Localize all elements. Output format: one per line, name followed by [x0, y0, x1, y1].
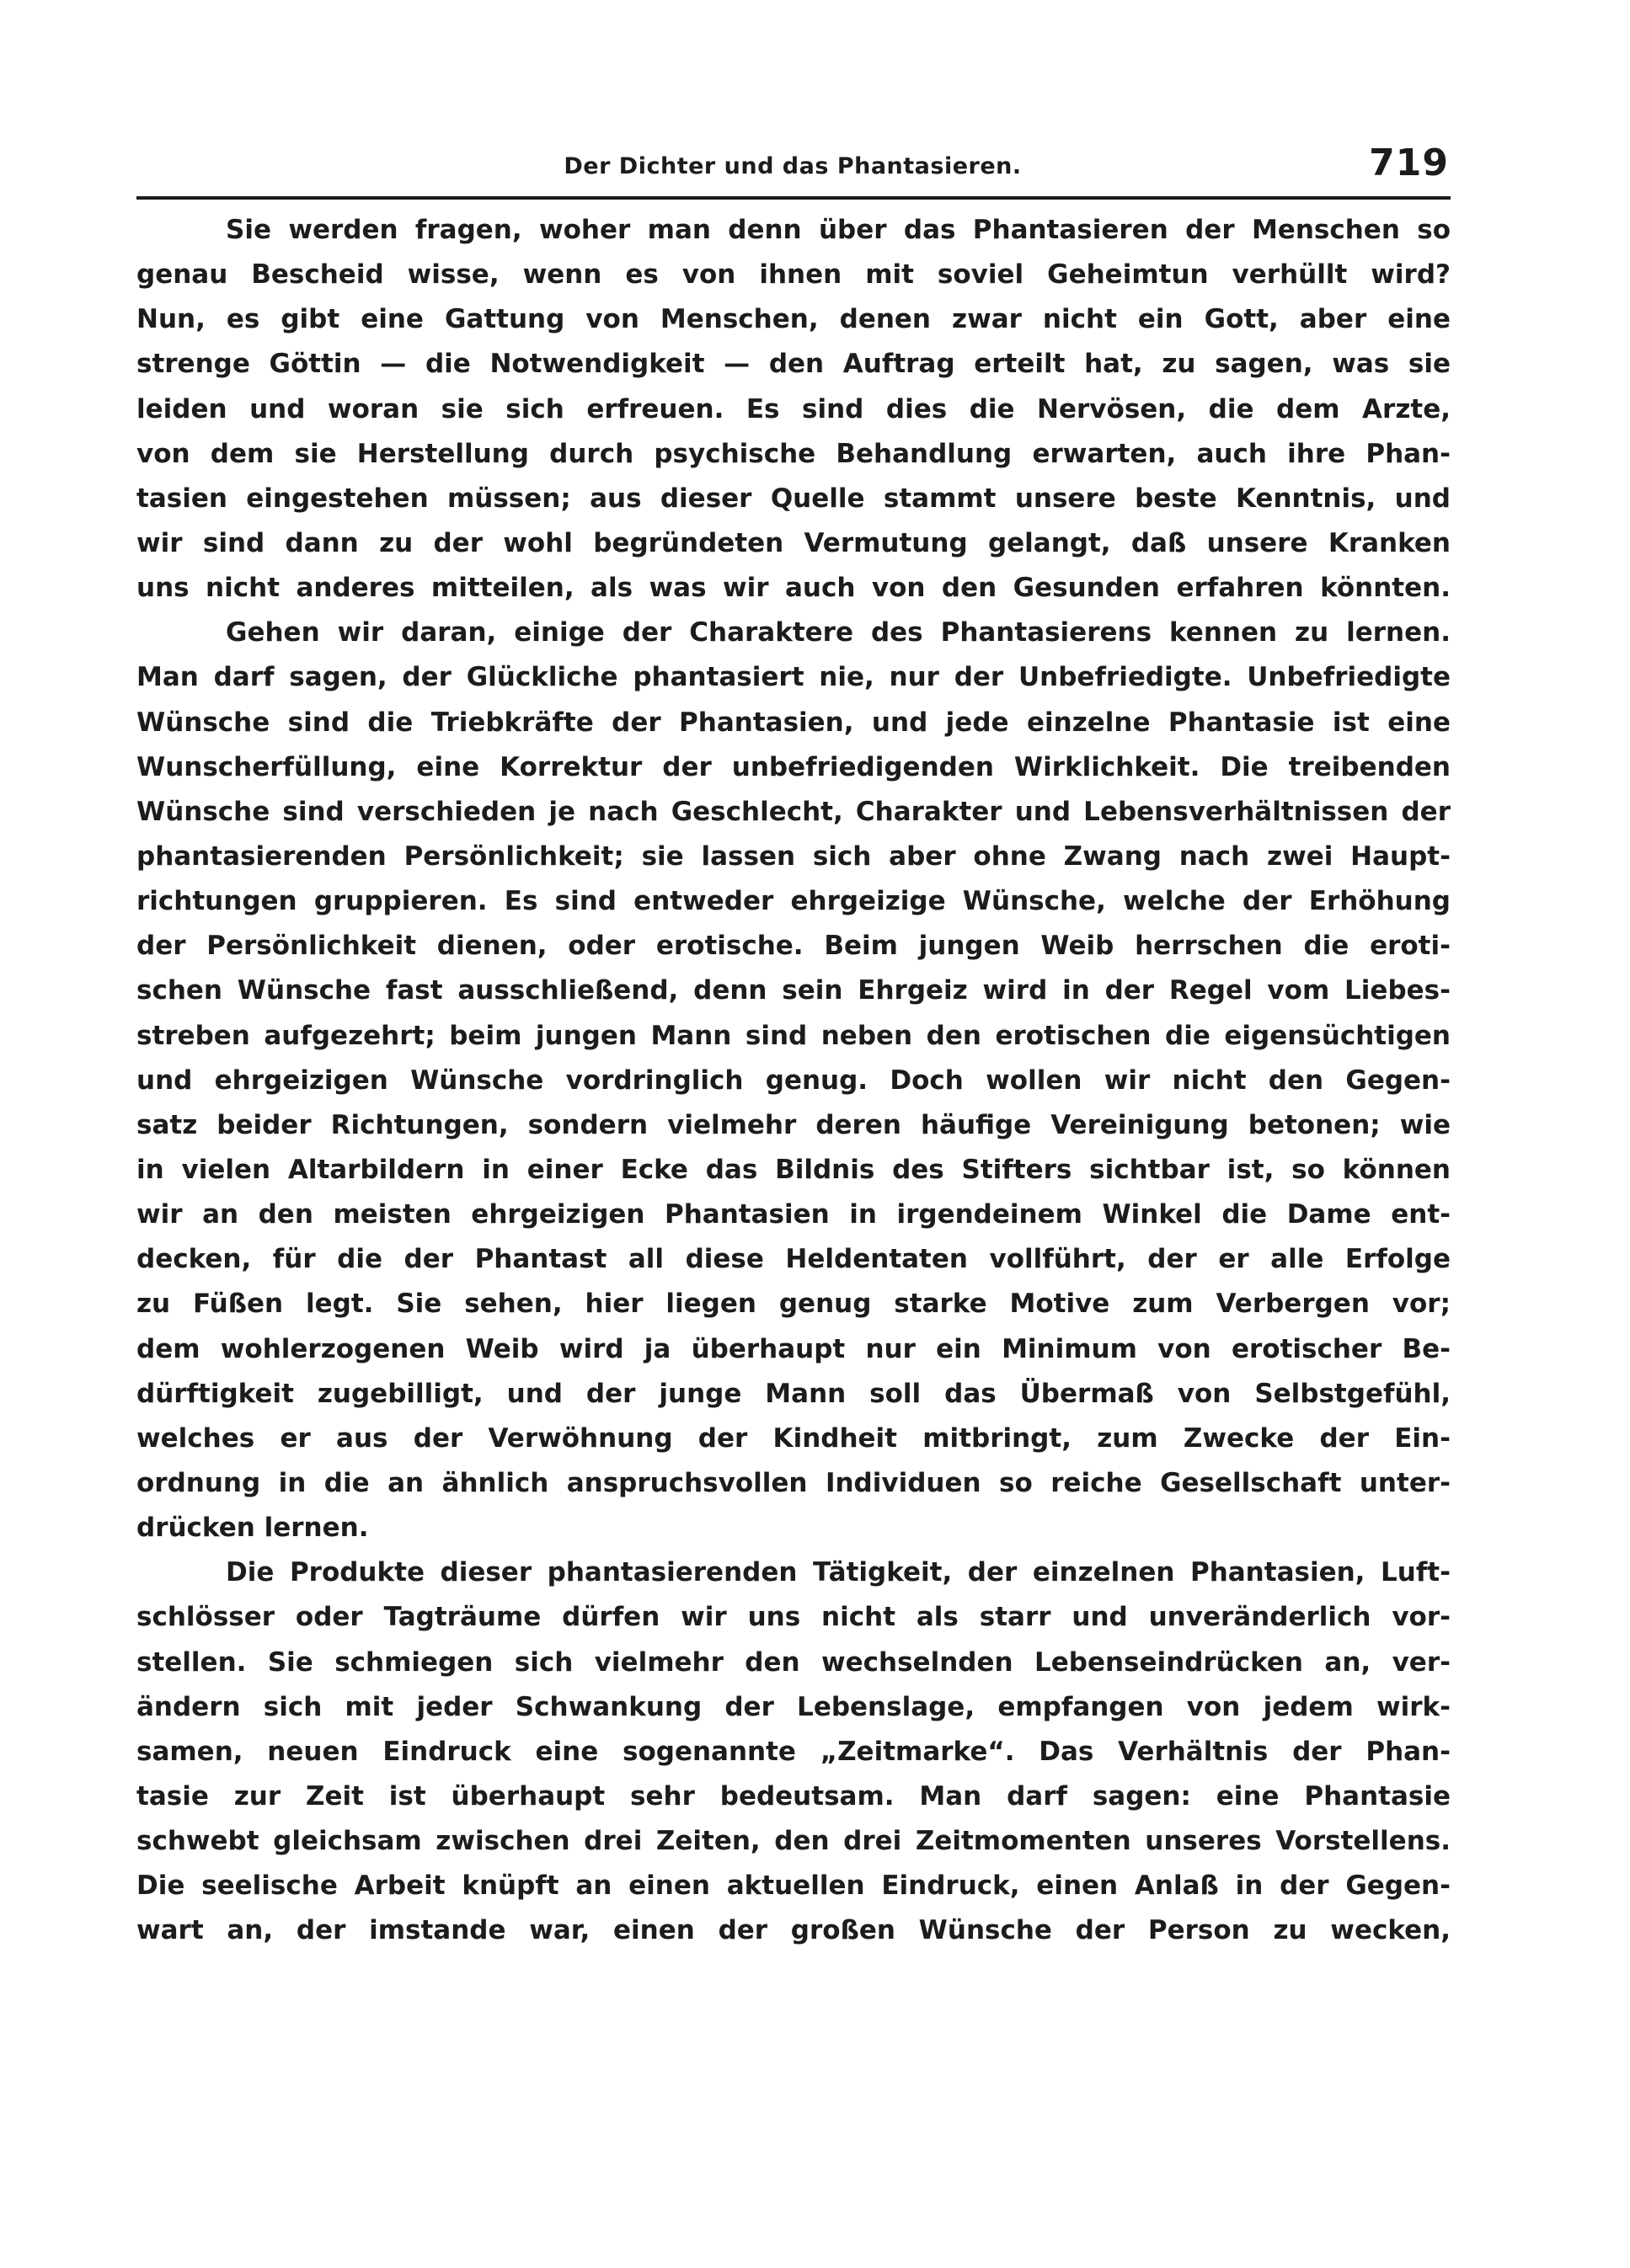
text-line: stellen. Sie schmiegen sich vielmehr den wechselnden Lebenseindrücken an, ver-	[136, 1646, 1451, 1678]
header-rule	[136, 196, 1451, 200]
text-line: und ehrgeizigen Wünsche vordringlich genug. Doch wollen wir nicht den Gegen-	[136, 1065, 1451, 1096]
text-line: dem wohlerzogenen Weib wird ja überhaupt nur ein Minimum von erotischer Be-	[136, 1333, 1451, 1364]
text-line: strenge Göttin — die Notwendigkeit — den Auftrag erteilt hat, zu sagen, was sie	[136, 349, 1451, 380]
text-line: tasien eingestehen müssen; aus dieser Quelle stammt unsere beste Kenntnis, und	[136, 483, 1451, 514]
text-line: Die seelische Arbeit knüpft an einen aktuellen Eindruck, einen Anlaß in der Gegen-	[136, 1870, 1451, 1902]
text-line: satz beider Richtungen, sondern vielmehr deren häufige Vereinigung betonen; wie	[136, 1109, 1451, 1140]
text-line: Wunscherfüllung, eine Korrektur der unbefriedigenden Wirklichkeit. Die treibenden	[136, 751, 1451, 782]
text-line: dürftigkeit zugebilligt, und der junge Mann soll das Übermaß von Selbstgefühl,	[136, 1378, 1451, 1409]
text-line: der Persönlichkeit dienen, oder erotische. Beim jungen Weib herrschen die eroti-	[136, 931, 1451, 962]
text-line: Nun, es gibt eine Gattung von Menschen, denen zwar nicht ein Gott, aber eine	[136, 304, 1451, 335]
text-line: wir an den meisten ehrgeizigen Phantasien in irgendeinem Winkel die Dame ent-	[136, 1199, 1451, 1230]
text-line: Die Produkte dieser phantasierenden Tätigkeit, der einzelnen Phantasien, Luft-	[226, 1557, 1451, 1588]
text-line: samen, neuen Eindruck eine sogenannte „Zeitmarke“. Das Verhältnis der Phan-	[136, 1736, 1451, 1767]
text-line: wart an, der imstande war, einen der großen Wünsche der Person zu wecken,	[136, 1915, 1451, 1946]
text-line: streben aufgezehrt; beim jungen Mann sind neben den erotischen die eigensüchtigen	[136, 1020, 1451, 1051]
text-line: drücken lernen.	[136, 1513, 369, 1544]
text-line: welches er aus der Verwöhnung der Kindheit mitbringt, zum Zwecke der Ein-	[136, 1422, 1451, 1454]
text-line: schwebt gleichsam zwischen drei Zeiten, den drei Zeitmomenten unseres Vorstellens.	[136, 1826, 1451, 1857]
text-line: uns nicht anderes mitteilen, als was wir auch von den Gesunden erfahren könnten.	[136, 573, 1451, 604]
text-line: Gehen wir daran, einige der Charaktere des Phantasierens kennen zu lernen.	[226, 617, 1451, 648]
text-line: in vielen Altarbildern in einer Ecke das Bildnis des Stifters sichtbar ist, so können	[136, 1154, 1451, 1185]
text-line: schlösser oder Tagträume dürfen wir uns nicht als starr und unveränderlich vor-	[136, 1602, 1451, 1633]
text-line: ordnung in die an ähnlich anspruchsvollen Individuen so reiche Gesellschaft unter-	[136, 1467, 1451, 1498]
text-line: genau Bescheid wisse, wenn es von ihnen mit soviel Geheimtun verhüllt wird?	[136, 259, 1451, 291]
text-line: Man darf sagen, der Glückliche phantasiert nie, nur der Unbefriedigte. Unbefriedigte	[136, 662, 1451, 693]
body-text	[136, 208, 1451, 1953]
text-line: Wünsche sind die Triebkräfte der Phantasien, und jede einzelne Phantasie ist eine	[136, 707, 1451, 738]
text-line: tasie zur Zeit ist überhaupt sehr bedeutsam. Man darf sagen: eine Phantasie	[136, 1780, 1451, 1812]
page-number: 719	[1369, 141, 1449, 184]
text-line: Wünsche sind verschieden je nach Geschlecht, Charakter und Lebensverhältnissen der	[136, 796, 1451, 827]
text-line: ändern sich mit jeder Schwankung der Lebenslage, empfangen von jedem wirk-	[136, 1691, 1451, 1722]
text-line: leiden und woran sie sich erfreuen. Es sind dies die Nervösen, die dem Arzte,	[136, 393, 1451, 424]
text-line: wir sind dann zu der wohl begründeten Vermutung gelangt, daß unsere Kranken	[136, 527, 1451, 558]
text-line: von dem sie Herstellung durch psychische Behandlung erwarten, auch ihre Phan-	[136, 438, 1451, 469]
running-title: Der Dichter und das Phantasieren.	[564, 153, 1022, 179]
text-line: zu Füßen legt. Sie sehen, hier liegen genug starke Motive zum Verbergen vor;	[136, 1289, 1451, 1320]
text-line: phantasierenden Persönlichkeit; sie lassen sich aber ohne Zwang nach zwei Haupt-	[136, 840, 1451, 872]
page-header	[136, 141, 1449, 192]
text-line: Sie werden fragen, woher man denn über das Phantasieren der Menschen so	[226, 215, 1451, 245]
text-line: schen Wünsche fast ausschließend, denn sein Ehrgeiz wird in der Regel vom Liebes-	[136, 975, 1451, 1006]
text-line: richtungen gruppieren. Es sind entweder ehrgeizige Wünsche, welche der Erhöhung	[136, 886, 1451, 917]
text-line: decken, für die der Phantast all diese Heldentaten vollführt, der er alle Erfolge	[136, 1244, 1451, 1275]
